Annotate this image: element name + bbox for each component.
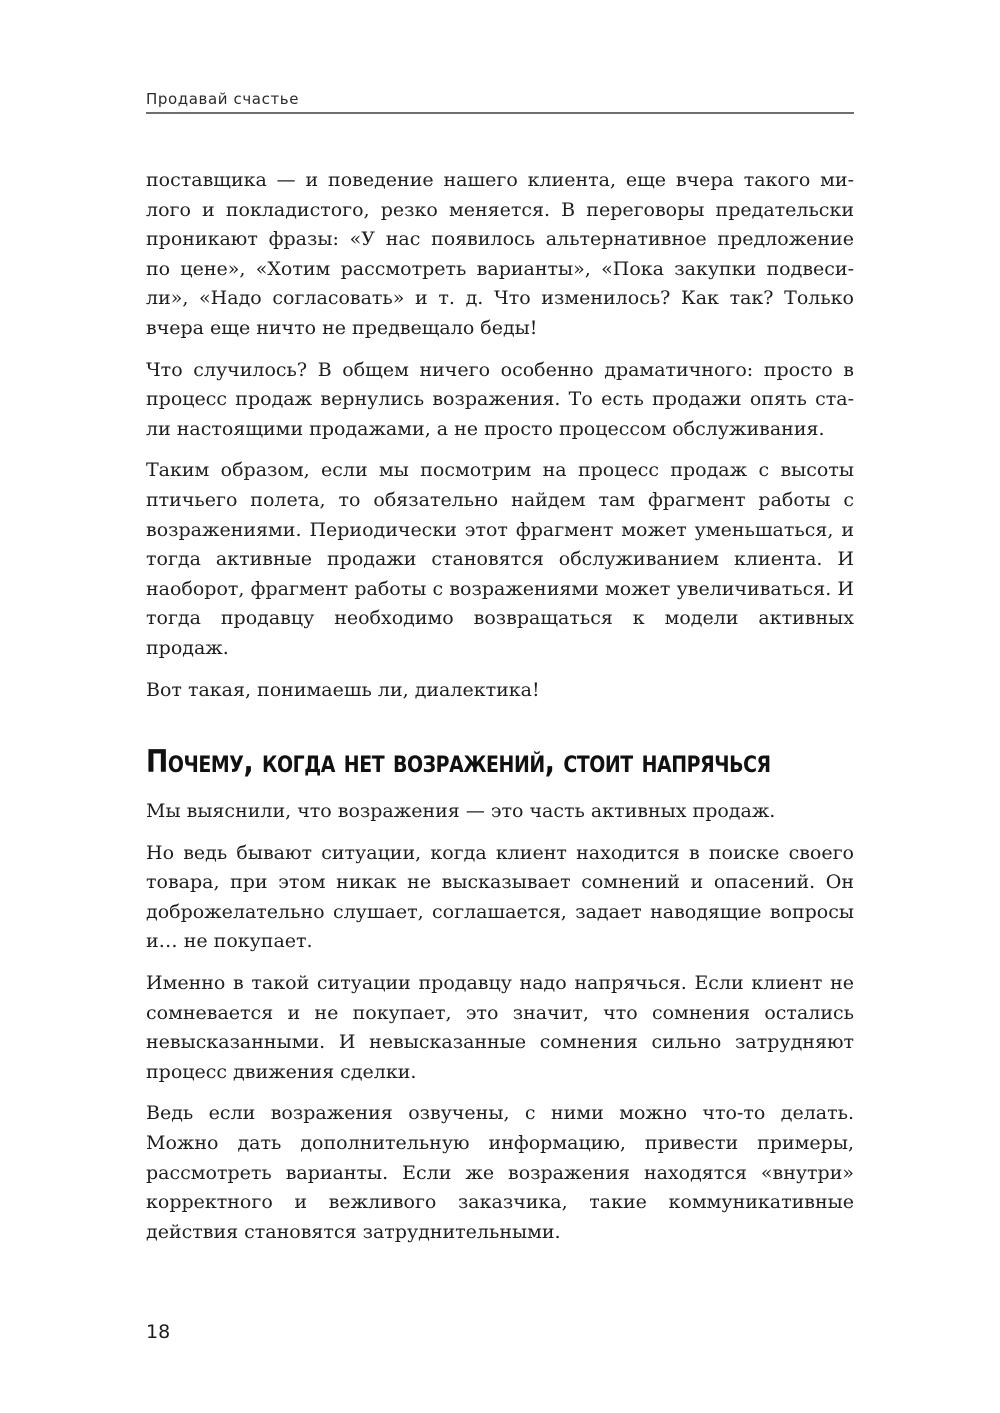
body-paragraph: Но ведь бывают ситуации, когда клиент находится в поиске своего товара, при этом никак не высказывает сомнений и опасений. Он доброжелательно слушает, соглашается, задает наводящие вопросы и… не покупает. — [146, 841, 854, 953]
body-paragraph: поставщика — и поведение нашего клиента, еще вчера такого милого и покладистого, резко меняется. В переговоры предательски проникают фразы: «У нас появилось альтернативное предложение по цене», «Хотим рассмотреть варианты», «Пока закупки подвесили», «Надо согласовать» и т. д. Что изменилось? Как так? Только вчера еще ничто не предвещало беды! — [146, 169, 854, 339]
body-paragraph: Мы выяснили, что возражения — это часть активных продаж. — [146, 800, 776, 823]
page-number: 18 — [146, 1321, 171, 1343]
page-body — [146, 166, 854, 1259]
body-paragraph: Вот такая, понимаешь ли, диалектика! — [146, 678, 540, 701]
body-paragraph: Что случилось? В общем ничего особенно драматичного: просто в процесс продаж вернулись возражения. То есть продажи опять стали настоящими продажами, а не просто процессом обслуживания. — [146, 358, 854, 440]
running-header-title: Продавай счастье — [146, 90, 300, 108]
header-divider — [146, 112, 854, 114]
body-paragraph: Ведь если возражения озвучены, с ними можно что-то делать. Можно дать дополнительную информацию, привести примеры, рассмотреть варианты. Если же возражения находятся «внутри» корректного и вежливого заказчика, такие коммуникативные действия становятся затруднительными. — [146, 1102, 854, 1243]
section-heading-text: Почему, когда нет возражений, стоит напрячься — [146, 744, 771, 781]
section-heading — [146, 743, 771, 781]
body-paragraph: Именно в такой ситуации продавцу надо напрячься. Если клиент не сомневается и не покупает, это значит, что сомнения остались невысказанными. И невысказанные сомнения сильно затрудняют процесс движения сделки. — [146, 972, 854, 1083]
body-paragraph: Таким образом, если мы посмотрим на процесс продаж с высоты птичьего полета, то обязательно найдем там фрагмент работы с возражениями. Периодически этот фрагмент может уменьшаться, и тогда активные продажи становятся обслуживанием клиента. И наоборот, фрагмент работы с возражениями может увеличиваться. И тогда продавцу необходимо возвращаться к модели активных продаж. — [146, 459, 854, 659]
